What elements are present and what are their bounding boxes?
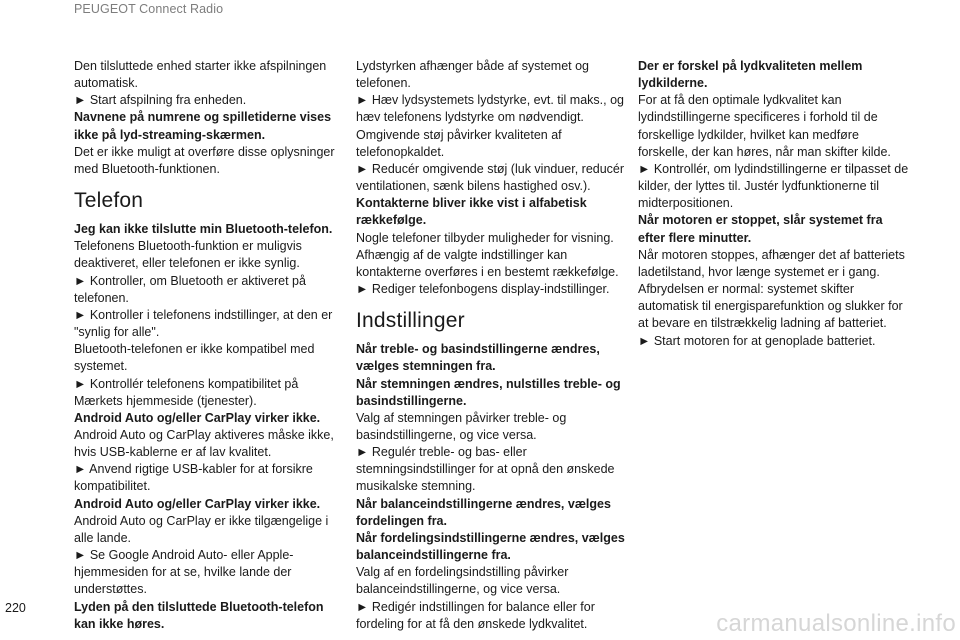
body-paragraph: Den tilsluttede enhed starter ikke afspilningen automatisk. [74,59,327,91]
instruction-step: ► Rediger telefonbogens display-indstillinger. [356,282,610,297]
question-heading: Når balanceindstillingerne ændres, vælges fordelingen fra. [356,496,611,528]
instruction-step: ► Kontroller, om Bluetooth er aktiveret på telefonen. [74,273,306,305]
instruction-step: ► Reducér omgivende støj (luk vinduer, reducér ventilationen, sænk bilens hastighed osv.). [356,161,625,194]
body-paragraph: Valg af en fordelingsindstilling påvirker balanceindstillingerne, og vice versa. [356,565,569,597]
text-column-3 [638,58,910,350]
body-paragraph: Nogle telefoner tilbyder muligheder for visning. Afhængig af de valgte indstillinger kan kontakterne overføres i en bestemt rækkefølge. [356,230,619,279]
body-paragraph: Omgivende støj påvirker kvaliteten af telefonopkaldet. [356,127,562,159]
body-paragraph: Android Auto og CarPlay er ikke tilgængelige i alle lande. [74,513,329,545]
page-header-title: PEUGEOT Connect Radio [74,2,224,16]
question-heading: Navnene på numrene og spilletiderne vises ikke på lyd-streaming-skærmen. [74,110,332,142]
instruction-step: ► Kontroller i telefonens indstillinger, at den er "synlig for alle". [74,307,333,340]
instruction-step: ► Kontrollér, om lydindstillingerne er tilpasset de kilder, der lyttes til. Justér lydfunktionerne til midterpositionen. [638,161,909,211]
question-heading: Når fordelingsindstillingerne ændres, vælges balanceindstillingerne fra. [356,530,625,563]
instruction-step: ► Hæv lydsystemets lydstyrke, evt. til maks., og hæv telefonens lydstyrke om nødvendigt. [356,93,624,125]
instruction-step: ► Se Google Android Auto- eller Apple-hjemmesiden for at se, hvilke lande der understøttes. [74,548,294,597]
question-heading: Når treble- og basindstillingerne ændres, vælges stemningen fra. [356,342,600,374]
question-heading: Kontakterne bliver ikke vist i alfabetisk rækkefølge. [356,196,587,228]
body-paragraph: Afbrydelsen er normal: systemet skifter automatisk til energisparefunktion og slukker for at bevare en tilstrækkelig ladning af batteriet. [638,282,903,331]
instruction-step: ► Anvend rigtige USB-kabler for at forsikre kompatibilitet. [74,462,313,494]
body-paragraph: Når motoren stoppes, afhænger det af batteriets ladetilstand, hvor længe systemet er i gang. [638,247,905,279]
instruction-step: ► Regulér treble- og bas- eller stemningsindstillinger for at opnå den ønskede musikalske stemning. [356,445,615,494]
body-paragraph: For at få den optimale lydkvalitet kan lydindstillingerne specificeres i forhold til de forskellige lydkilder, hvilket kan medføre forskelle, der kan høres, når man skifter kilde. [638,93,891,159]
body-paragraph: Telefonens Bluetooth-funktion er muligvis deaktiveret, eller telefonen er ikke synlig. [74,239,302,271]
question-heading: Lyden på den tilsluttede Bluetooth-telefon kan ikke høres. [74,599,324,631]
instruction-step: ► Start afspilning fra enheden. [74,93,247,108]
body-paragraph: Bluetooth-telefonen er ikke kompatibel med systemet. [74,342,315,374]
section-heading: Telefon [74,189,144,213]
text-column-1 [74,58,346,633]
body-paragraph: Det er ikke muligt at overføre disse oplysninger med Bluetooth-funktionen. [74,144,335,176]
question-heading: Der er forskel på lydkvaliteten mellem lydkilderne. [638,59,863,91]
body-paragraph: Valg af stemningen påvirker treble- og basindstillingerne, og vice versa. [356,410,567,442]
question-heading: Når motoren er stoppet, slår systemet fra efter flere minutter. [638,213,883,245]
body-paragraph: Lydstyrken afhænger både af systemet og telefonen. [356,59,590,91]
instruction-step: ► Start motoren for at genoplade batteriet. [638,333,876,348]
instruction-step: ► Redigér indstillingen for balance eller for fordeling for at få den ønskede lydkvalitet. [356,599,595,631]
question-heading: Når stemningen ændres, nulstilles treble- og basindstillingerne. [356,376,621,408]
instruction-step: ► Kontrollér telefonens kompatibilitet på Mærkets hjemmeside (tjenester). [74,376,299,408]
question-heading: Jeg kan ikke tilslutte min Bluetooth-telefon. [74,222,333,237]
body-paragraph: Android Auto og CarPlay aktiveres måske ikke, hvis USB-kablerne er af lav kvalitet. [74,427,334,460]
page-number: 220 [5,601,26,615]
watermark: carmanualsonline.info [716,610,956,637]
section-heading: Indstillinger [356,309,465,333]
question-heading: Android Auto og/eller CarPlay virker ikke. [74,496,321,511]
question-heading: Android Auto og/eller CarPlay virker ikke. [74,410,321,425]
text-column-2 [356,58,628,633]
